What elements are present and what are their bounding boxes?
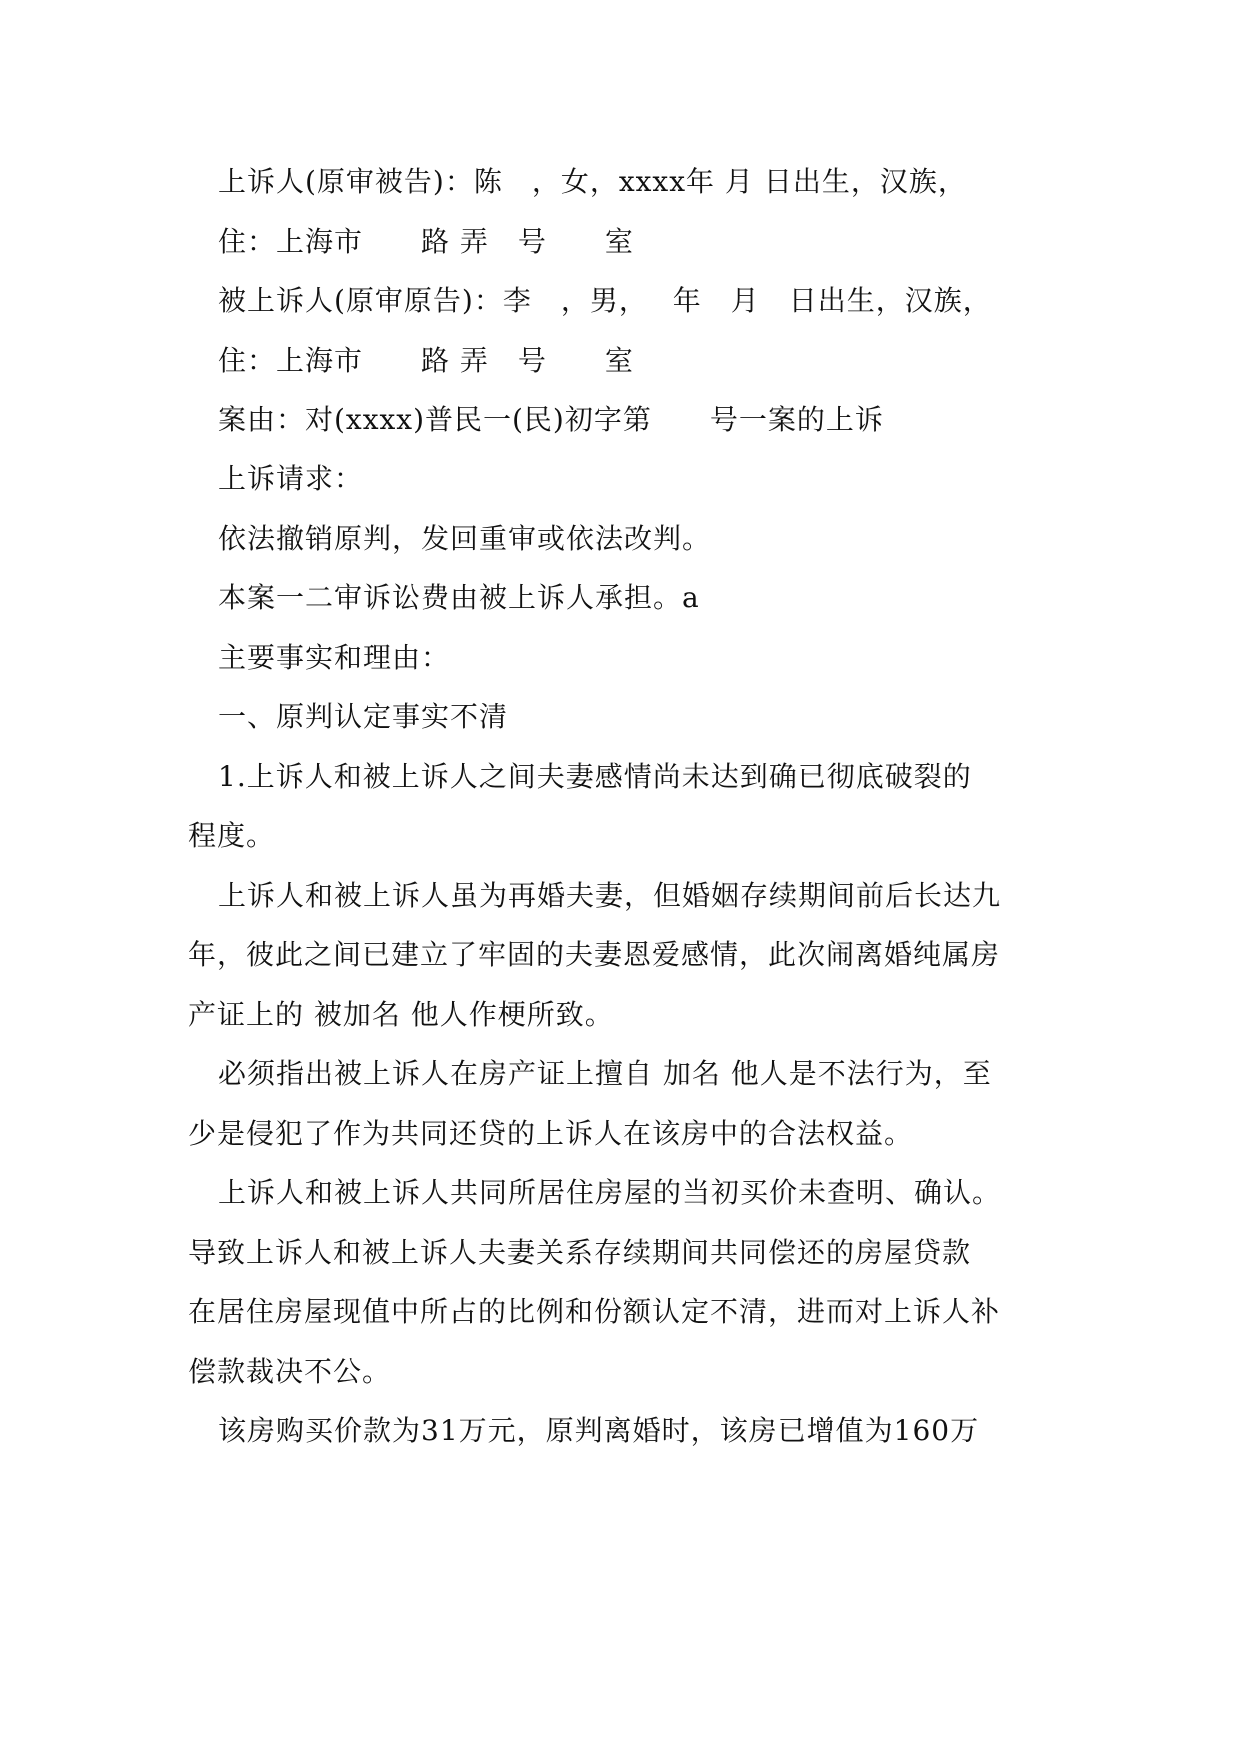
paragraph-1-line-2: 年，彼此之间已建立了牢固的夫妻恩爱感情，此次闹离婚纯属房	[188, 938, 1001, 971]
appeal-request-item-2: 本案一二审诉讼费由被上诉人承担。a	[218, 581, 700, 614]
facts-reasons-heading: 主要事实和理由：	[218, 641, 451, 674]
paragraph-3-line-1: 上诉人和被上诉人共同所居住房屋的当初买价未查明、确认。	[218, 1176, 1002, 1209]
paragraph-2-line-1: 必须指出被上诉人在房产证上擅自 加名 他人是不法行为，至	[218, 1057, 992, 1090]
paragraph-2-line-2: 少是侵犯了作为共同还贷的上诉人在该房中的合法权益。	[188, 1117, 914, 1150]
appellee-address-line: 住：上海市 路 弄 号 室	[218, 344, 634, 377]
appellee-line: 被上诉人(原审原告)：李 ，男， 年 月 日出生，汉族，	[218, 284, 992, 317]
paragraph-1-line-1: 上诉人和被上诉人虽为再婚夫妻，但婚姻存续期间前后长达九	[218, 879, 1002, 912]
paragraph-4-line-1: 该房购买价款为31万元，原判离婚时，该房已增值为160万	[218, 1414, 980, 1447]
case-cause-line: 案由：对(xxxx)普民一(民)初字第 号一案的上诉	[218, 403, 884, 436]
section-heading-1: 一、原判认定事实不清	[218, 700, 509, 733]
appeal-request-item-1: 依法撤销原判，发回重审或依法改判。	[218, 522, 712, 555]
paragraph-3-line-2: 导致上诉人和被上诉人夫妻关系存续期间共同偿还的房屋贷款	[188, 1236, 972, 1269]
paragraph-3-line-3: 在居住房屋现值中所占的比例和份额认定不清，进而对上诉人补	[188, 1295, 1001, 1328]
paragraph-3-line-4: 偿款裁决不公。	[188, 1355, 392, 1388]
appellant-line: 上诉人(原审被告)：陈 ，女，xxxx年 月 日出生，汉族，	[218, 165, 967, 198]
appeal-request-heading: 上诉请求：	[218, 462, 364, 495]
appellant-address-line: 住：上海市 路 弄 号 室	[218, 225, 634, 258]
point-1-line-2: 程度。	[188, 819, 276, 852]
point-1-line-1: 1.上诉人和被上诉人之间夫妻感情尚未达到确已彻底破裂的	[218, 760, 972, 793]
paragraph-1-line-3: 产证上的 被加名 他人作梗所致。	[188, 998, 614, 1031]
